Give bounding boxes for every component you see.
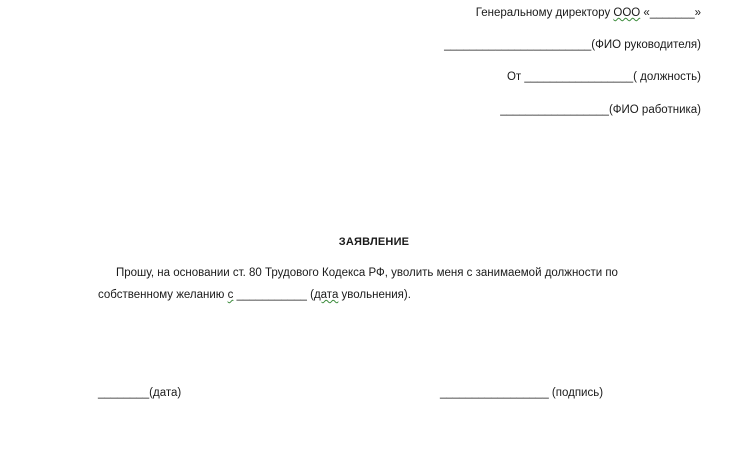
employee-fio-line: _________________(ФИО работника) [500, 104, 701, 116]
statement-text-1: Прошу, на основании ст. 80 Трудового Кодекса РФ, уволить меня с занимаемой должности по [116, 267, 618, 279]
signature-field: _________________ (подпись) [440, 387, 604, 399]
addressee-director-line [476, 6, 701, 20]
from-preposition: с [227, 289, 234, 301]
company-name-blank: «_______» [640, 7, 701, 19]
dismissal-date-blank: ___________ ( [233, 289, 314, 301]
dismissal-label: увольнения). [338, 289, 411, 301]
statement-text-2: собственному желанию [98, 289, 228, 301]
ooo-label: ООО [613, 7, 641, 19]
statement-line-1 [98, 262, 698, 284]
director-label: Генеральному директору [475, 7, 614, 19]
from-position-line: От _________________( должность) [506, 71, 701, 83]
date-word: дата [313, 289, 339, 301]
document-title: ЗАЯВЛЕНИЕ [338, 236, 410, 248]
manager-fio-line: _______________________(ФИО руководителя) [444, 39, 701, 51]
statement-body [98, 262, 698, 306]
date-signature-field: ________(дата) [98, 387, 182, 399]
statement-line-2 [98, 284, 698, 306]
